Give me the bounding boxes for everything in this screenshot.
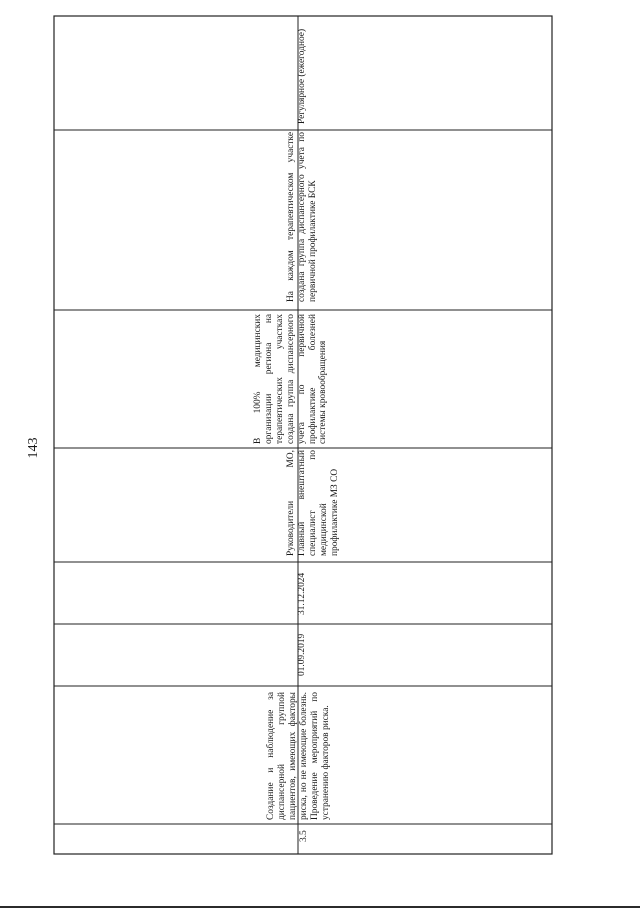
responsible-cell: Руководители МО, Главный внештатный специалист по медицинской профилактике МЗ СО [286, 450, 340, 556]
bottom-edge-line [0, 906, 640, 908]
row-number: 3.5 [299, 830, 309, 842]
start-date-cell: 01.09.2019 [297, 633, 307, 676]
end-date-cell: 31.12.2024 [297, 572, 307, 615]
activity-cell: Создание и наблюдение за диспансерной группой пациентов, имеющих факторы риска, но не имеющие болезнь. Проведение мероприятий по устранению факторов риска. [266, 692, 331, 820]
indicator-cell: В 100% медицинских организации региона на терапевтических участках создана группа диспансерного учета по первичной профилактике болезней системы кровообращения [253, 314, 329, 444]
result-cell: На каждом терапевтическом участке создана группа диспансерного учета по первичной профилактике БСК [286, 132, 318, 302]
page-number: 143 [26, 437, 41, 459]
frequency-cell: Регулярное (ежегодное) [297, 28, 307, 124]
